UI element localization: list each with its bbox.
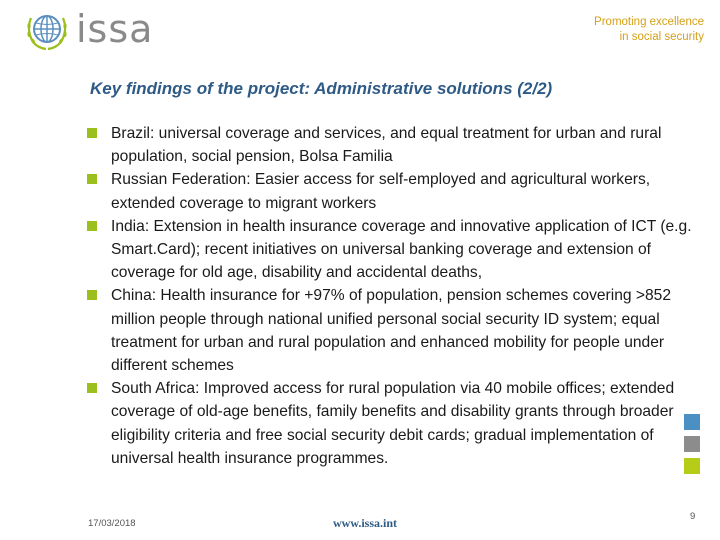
side-color-blocks [684,414,700,480]
country-name: Brazil [111,125,150,142]
list-item-russia [86,168,706,214]
slide-title: Key findings of the project: Administrative solutions (2/2) [90,79,553,98]
footer-website-link[interactable]: www.issa.int [333,516,398,530]
gray-block [684,436,700,452]
finding-text: : Easier access for self-employed and agricultural workers, extended coverage to migrant workers [111,171,651,212]
green-block [684,458,700,474]
tagline-line-2: in social security [619,31,704,43]
page-number: 9 [690,511,696,522]
finding-text: : Improved access for rural population via 40 mobile offices; extended coverage of old-age benefits, family benefits and disability grants through broader eligibility criteria and free social security debit cards; gradual implementation of universal health insurance programmes. [111,380,675,467]
findings-list [86,122,706,470]
finding-text: : Extension in health insurance coverage and innovative application of ICT (e.g. Smart.Card); recent initiatives on universal banking coverage and extension of coverage for old age, disability and accidental deaths, [111,217,692,282]
bullet-square-icon [87,174,97,184]
list-item-india [86,215,706,285]
bullet-square-icon [87,290,97,300]
country-name: Russian Federation [111,171,247,189]
list-item-south-africa [86,377,706,470]
list-item-china [86,284,706,377]
globe-laurel-icon [24,6,70,52]
logo-wordmark: issa [76,7,154,51]
tagline-line-1: Promoting excellence [594,16,704,28]
bullet-square-icon [87,221,97,231]
bullet-square-icon [87,383,97,393]
country-name: China [111,287,152,305]
finding-text: : Health insurance for +97% of population, pension schemes covering >852 million people through national unified personal social security ID system; equal treatment for urban and rural population and enhanced mobility for people under different schemes [111,287,672,375]
blue-block [684,414,700,430]
tagline [594,15,704,45]
country-name: South Africa [111,380,196,398]
list-item-brazil [86,122,706,168]
bullet-square-icon [87,128,97,138]
footer-date: 17/03/2018 [88,518,136,529]
finding-text: : universal coverage and services, and equal treatment for urban and rural population, social pension, Bolsa Familia [111,125,662,166]
issa-logo[interactable] [24,6,153,52]
country-name: India [111,217,145,235]
